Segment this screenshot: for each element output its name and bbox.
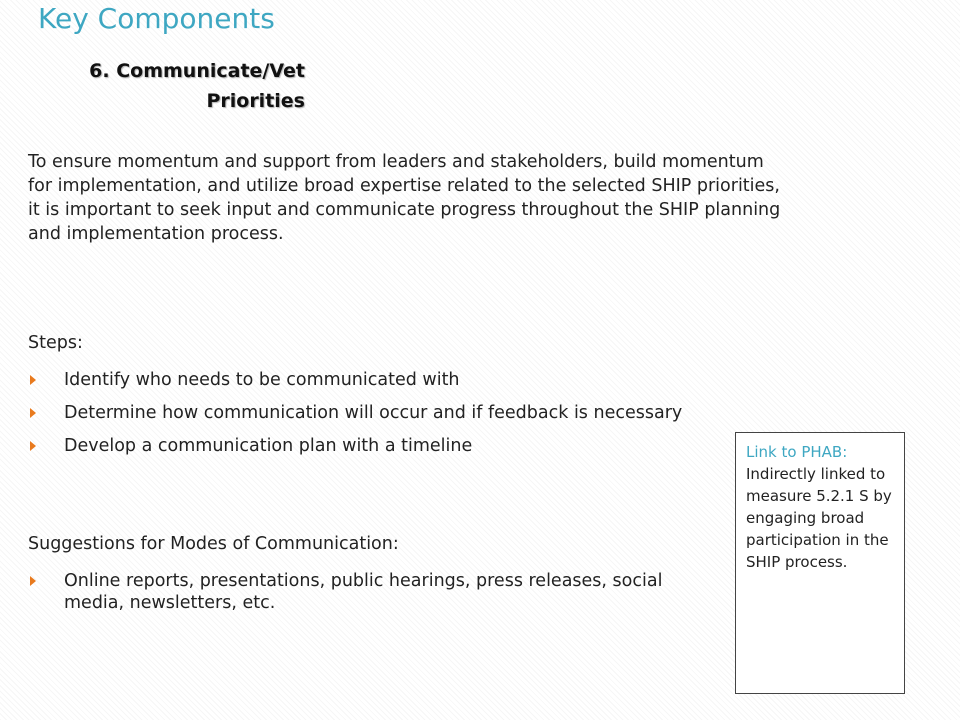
slide-subtitle [89, 56, 305, 116]
phab-label: Link to PHAB: [746, 443, 848, 461]
list-item [28, 570, 708, 614]
subtitle-line-2: Priorities [206, 90, 305, 112]
bullet-arrow-icon [30, 375, 36, 385]
phab-text: Indirectly linked to measure 5.2.1 S by engaging broad participation in the SHIP process. [746, 465, 892, 571]
steps-list [28, 369, 788, 468]
step-text: Develop a communication plan with a timeline [64, 436, 473, 456]
modes-label: Suggestions for Modes of Communication: [28, 534, 399, 554]
intro-paragraph: To ensure momentum and support from leaders and stakeholders, build momentum for implementation, and utilize broad expertise related to the selected SHIP priorities, it is important to seek input and communicate progress throughout the SHIP planning and implementation process. [28, 152, 781, 244]
subtitle-line-1: 6. Communicate/Vet [89, 60, 305, 82]
step-text: Identify who needs to be communicated with [64, 370, 460, 390]
steps-label: Steps: [28, 333, 83, 353]
bullet-arrow-icon [30, 576, 36, 586]
bullet-arrow-icon [30, 441, 36, 451]
list-item [28, 435, 788, 457]
mode-text: Online reports, presentations, public hearings, press releases, social media, newsletters, etc. [64, 571, 663, 613]
bullet-arrow-icon [30, 408, 36, 418]
list-item [28, 369, 788, 391]
list-item [28, 402, 788, 424]
slide-title: Key Components [38, 2, 275, 35]
phab-link-box [735, 432, 905, 694]
modes-list [28, 570, 708, 625]
step-text: Determine how communication will occur and if feedback is necessary [64, 403, 683, 423]
